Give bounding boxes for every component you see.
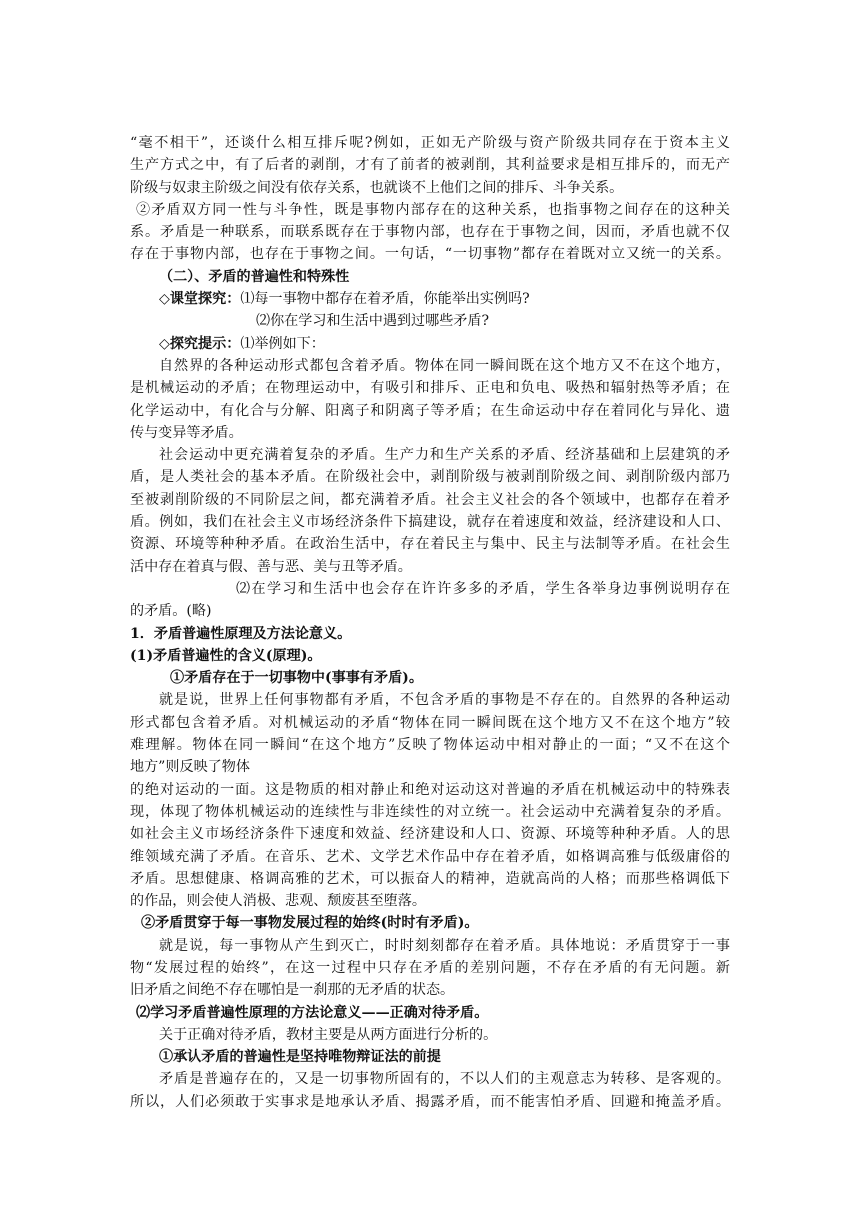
bold-label: ◇课堂探究：	[159, 291, 241, 308]
text-line: ⑵在学习和生活中也会存在许许多多的矛盾，学生各举身边事例说明存在	[236, 580, 730, 597]
document-body	[130, 132, 730, 1113]
text-line: 地方”则反映了物体	[130, 759, 250, 776]
text-line: 生产方式之中，有了后者的剥削，才有了前者的被剥削，其利益要求是相互排斥的，而无产	[130, 157, 730, 174]
text-line: ⑵学习矛盾普遍性原理的方法论意义——正确对待矛盾。	[136, 1004, 489, 1021]
text-line: 所以，人们必须敢于实事求是地承认矛盾、揭露矛盾，而不能害怕矛盾、回避和掩盖矛盾。	[130, 1093, 730, 1110]
text-line: 的绝对运动的一面。这是物质的相对静止和绝对运动这对普遍的矛盾在机械运动中的特殊表	[130, 781, 730, 798]
text-line: ⑵你在学习和生活中遇到过哪些矛盾?	[256, 313, 490, 330]
text-line: 旧矛盾之间绝不存在哪怕是一刹那的无矛盾的状态。	[130, 982, 455, 999]
text-line: 就是说，世界上任何事物都有矛盾，不包含矛盾的事物是不存在的。自然界的各种运动	[159, 692, 730, 709]
line-text: ⑴每一事物中都存在着矛盾，你能举出实例吗?	[240, 291, 530, 308]
text-line: ②矛盾贯穿于每一事物发展过程的始终(时时有矛盾)。	[141, 915, 479, 932]
text-line: 自然界的各种运动形式都包含着矛盾。物体在同一瞬间既在这个地方又不在这个地方，	[159, 357, 730, 374]
text-line: 盾，是人类社会的基本矛盾。在阶级社会中，剥削阶级与被剥削阶级之间、剥削阶级内部乃	[130, 469, 730, 486]
text-line: 矛盾。思想健康、格调高雅的艺术，可以振奋人的精神，造就高尚的人格；而那些格调低下	[130, 870, 730, 887]
text-line: (1)矛盾普遍性的含义(原理)。	[130, 647, 322, 664]
line-text: ⑴举例如下：	[240, 335, 325, 352]
text-line: 维领域充满了矛盾。在音乐、艺术、文学艺术作品中存在着矛盾，如格调高雅与低级庸俗的	[130, 848, 730, 865]
text-line: ②矛盾双方同一性与斗争性，既是事物内部存在的这种关系，也指事物之间存在的这种关	[136, 201, 730, 218]
text-line: 至被剥削阶级的不同阶层之间，都充满着矛盾。社会主义社会的各个领域中，也都存在着矛	[130, 491, 730, 508]
bold-label: ◇探究提示：	[159, 335, 241, 352]
text-line: 现，体现了物体机械运动的连续性与非连续性的对立统一。社会运动中充满着复杂的矛盾。	[130, 803, 730, 820]
text-line: 的矛盾。(略)	[130, 603, 212, 620]
text-line: 传与变异等矛盾。	[130, 424, 243, 441]
text-line: 形式都包含着矛盾。对机械运动的矛盾“物体在同一瞬间既在这个地方又不在这个地方”较	[130, 714, 730, 731]
text-line: 就是说，每一事物从产生到灭亡，时时刻刻都存在着矛盾。具体地说：矛盾贯穿于一事	[159, 937, 730, 954]
text-line: ①承认矛盾的普遍性是坚持唯物辩证法的前提	[159, 1049, 441, 1066]
text-line: 阶级与奴隶主阶级之间没有依存关系，也就谈不上他们之间的排斥、斗争关系。	[130, 179, 624, 196]
text-line: 1．矛盾普遍性原理及方法论意义。	[130, 625, 352, 642]
text-line: 难理解。物体在同一瞬间“在这个地方”反映了物体运动中相对静止的一面；“又不在这个	[130, 737, 730, 754]
text-line	[130, 333, 730, 355]
text-line: 关于正确对待矛盾，教材主要是从两方面进行分析的。	[159, 1026, 498, 1043]
text-line: 活中存在着真与假、善与恶、美与丑等矛盾。	[130, 558, 412, 575]
text-line: 系。矛盾是一种联系，而联系既存在于事物内部，也存在于事物之间，因而，矛盾也就不仅	[130, 224, 730, 241]
text-line: 是机械运动的矛盾；在物理运动中，有吸引和排斥、正电和负电、吸热和辐射热等矛盾；在	[130, 380, 730, 397]
text-line: 如社会主义市场经济条件下速度和效益、经济建设和人口、资源、环境等种种矛盾。人的思	[130, 826, 730, 843]
text-line: 盾。例如，我们在社会主义市场经济条件下搞建设，就存在着速度和效益，经济建设和人口、	[130, 514, 730, 531]
text-line: “毫不相干”，还谈什么相互排斥呢?例如，正如无产阶级与资产阶级共同存在于资本主义	[130, 135, 730, 151]
text-line: （二）、矛盾的普遍性和特殊性	[159, 268, 350, 285]
text-line: 资源、环境等种种矛盾。在政治生活中，存在着民主与集中、民主与法制等矛盾。在社会生	[130, 536, 730, 553]
text-line: 物“发展过程的始终”，在这一过程中只存在矛盾的差别问题，不存在矛盾的有无问题。新	[130, 959, 730, 976]
text-line: 矛盾是普遍存在的，又是一切事物所固有的，不以人们的主观意志为转移、是客观的。	[159, 1071, 730, 1088]
text-line	[130, 288, 730, 310]
text-line: 的作品，则会使人消极、悲观、颓废甚至堕落。	[130, 893, 426, 910]
text-line: 化学运动中，有化合与分解、阳离子和阴离子等矛盾；在生命运动中存在着同化与异化、遗	[130, 402, 730, 419]
text-line: 存在于事物内部，也存在于事物之间。一句话，“一切事物”都存在着既对立又统一的关系。	[130, 246, 730, 263]
text-line: ①矛盾存在于一切事物中(事事有矛盾)。	[170, 670, 423, 687]
text-line: 社会运动中更充满着复杂的矛盾。生产力和生产关系的矛盾、经济基础和上层建筑的矛	[159, 447, 730, 464]
